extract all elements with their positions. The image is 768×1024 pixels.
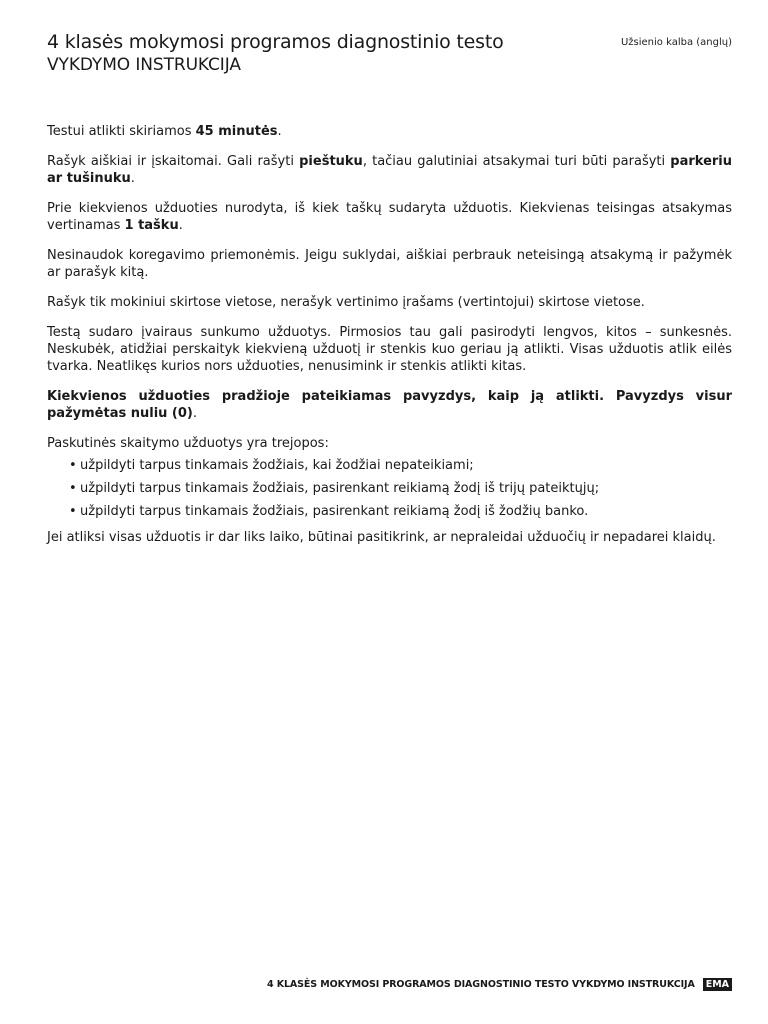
paragraph-difficulty: Testą sudaro įvairaus sunkumo užduotys. Pirmosios tau gali pasirodyti lengvos, kitos – sunkesnės. Neskubėk, atidžiai perskaityk kiekvieną užduotį ir stenkis kuo geriau ją atlikti. Visas užduotis atlik eilės tvarka. Neatlikęs kurios nors užduoties, nenusimink ir stenkis atlikti kitas. — [47, 325, 732, 374]
subject-label: Užsienio kalba (anglų) — [620, 37, 732, 48]
list-item: • užpildyti tarpus tinkamais žodžiais, pasirenkant reikiamą žodį iš žodžių banko. — [69, 504, 589, 519]
page-header — [47, 30, 732, 76]
paragraph-example: Kiekvienos užduoties pradžioje pateikiamas pavyzdys, kaip ją atlikti. Pavyzdys visur pažymėtas nuliu (0). — [47, 389, 732, 421]
paragraph-writing-areas: Rašyk tik mokiniui skirtose vietose, nerašyk vertinimo įrašams (vertintojui) skirtose vietose. — [47, 295, 645, 310]
paragraph-scoring: Prie kiekvienos užduoties nurodyta, iš kiek taškų sudaryta užduotis. Kiekvienas teisingas atsakymas vertinamas 1 tašku. — [47, 201, 732, 233]
page-subtitle: VYKDYMO INSTRUKCIJA — [47, 55, 241, 75]
page-title: 4 klasės mokymosi programos diagnostinio testo — [47, 31, 504, 53]
footer-title: 4 KLASĖS MOKYMOSI PROGRAMOS DIAGNOSTINIO TESTO VYKDYMO INSTRUKCIJA — [266, 979, 695, 990]
instructions-body — [47, 123, 732, 559]
paragraph-duration: Testui atlikti skiriamos 45 minutės. — [47, 124, 282, 139]
bullet-icon: • — [69, 458, 77, 473]
pen-emphasis: parkeriu ar tušinuku — [47, 154, 733, 186]
bullet-icon: • — [69, 481, 77, 496]
point-value: 1 tašku — [124, 218, 179, 233]
list-item: • užpildyti tarpus tinkamais žodžiais, pasirenkant reikiamą žodį iš trijų pateiktųjų; — [69, 481, 600, 496]
list-item: • užpildyti tarpus tinkamais žodžiais, kai žodžiai nepateikiami; — [69, 458, 474, 473]
paragraph-corrections: Nesinaudok koregavimo priemonėmis. Jeigu suklydai, aiškiai perbrauk neteisingą atsakymą ir pažymėk ar parašyk kitą. — [47, 248, 732, 280]
page-footer — [267, 978, 732, 991]
reading-task-list — [47, 457, 732, 520]
pencil-emphasis: pieštuku — [299, 154, 363, 169]
paragraph-final-check: Jei atliksi visas užduotis ir dar liks laiko, būtinai pasitikrink, ar nepraleidai užduočių ir nepadarei klaidų. — [47, 530, 716, 545]
paragraph-reading-tasks: Paskutinės skaitymo užduotys yra trejopos: — [47, 436, 329, 451]
ema-logo: EMA — [703, 978, 732, 991]
paragraph-writing: Rašyk aiškiai ir įskaitomai. Gali rašyti pieštuku, tačiau galutiniai atsakymai turi būti parašyti parkeriu ar tušinuku. — [47, 154, 733, 186]
duration-value: 45 minutės — [195, 124, 278, 139]
bullet-icon: • — [69, 504, 77, 519]
